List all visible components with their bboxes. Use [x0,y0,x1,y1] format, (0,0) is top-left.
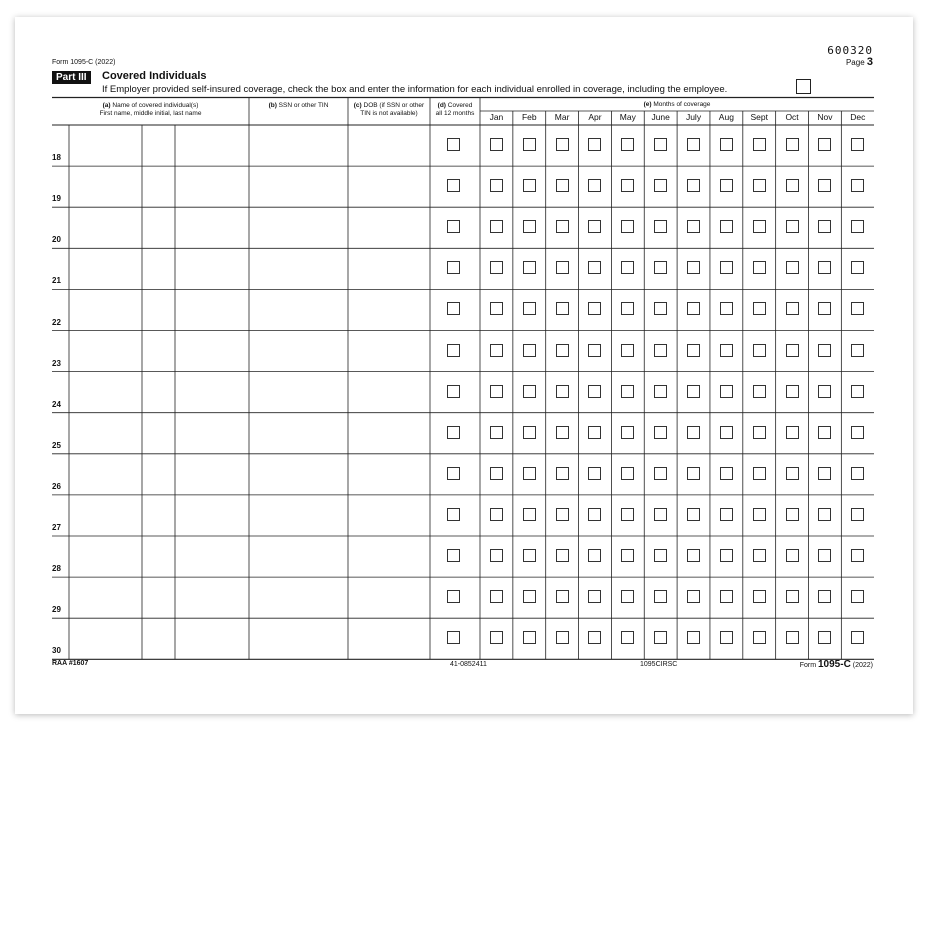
month-checkbox[interactable] [621,344,634,357]
month-checkbox[interactable] [523,138,536,151]
month-checkbox[interactable] [851,467,864,480]
covered-all-months-checkbox[interactable] [447,426,460,439]
month-checkbox[interactable] [687,138,700,151]
month-label: Aug [718,112,734,122]
form-code-number: 600320 [827,44,873,57]
month-checkbox[interactable] [654,467,667,480]
month-checkbox[interactable] [687,590,700,603]
month-checkbox[interactable] [786,631,799,644]
month-checkbox[interactable] [588,549,601,562]
month-checkbox[interactable] [851,631,864,644]
month-checkbox[interactable] [490,590,503,603]
month-checkbox[interactable] [818,508,831,521]
month-checkbox[interactable] [588,220,601,233]
month-checkbox[interactable] [523,631,536,644]
month-checkbox[interactable] [523,426,536,439]
month-checkbox[interactable] [753,179,766,192]
form-sheet [15,17,913,714]
month-checkbox[interactable] [687,426,700,439]
month-label: Feb [521,112,537,122]
month-checkbox[interactable] [523,179,536,192]
month-checkbox[interactable] [753,302,766,315]
month-checkbox[interactable] [621,467,634,480]
col-d-header [430,102,480,118]
month-checkbox[interactable] [556,179,569,192]
month-checkbox[interactable] [556,467,569,480]
month-checkbox[interactable] [753,344,766,357]
row-number: 28 [52,564,61,574]
month-checkbox[interactable] [720,344,733,357]
covered-all-months-checkbox[interactable] [447,385,460,398]
footer-form-year: (2022) [852,662,873,669]
col-a-header [52,102,249,118]
month-checkbox[interactable] [556,385,569,398]
month-checkbox[interactable] [851,302,864,315]
month-label: Mar [554,112,570,122]
month-checkbox[interactable] [588,179,601,192]
month-checkbox[interactable] [556,220,569,233]
month-checkbox[interactable] [621,549,634,562]
month-checkbox[interactable] [588,138,601,151]
month-checkbox[interactable] [621,179,634,192]
page-number: 3 [866,56,873,68]
month-label: May [619,112,636,122]
month-checkbox[interactable] [818,302,831,315]
footer-form-prefix: Form [799,662,817,669]
month-checkbox[interactable] [818,590,831,603]
row-number: 23 [52,358,61,368]
month-checkbox[interactable] [490,467,503,480]
month-checkbox[interactable] [490,549,503,562]
month-checkbox[interactable] [588,302,601,315]
month-checkbox[interactable] [621,631,634,644]
month-checkbox[interactable] [786,549,799,562]
month-checkbox[interactable] [588,590,601,603]
month-checkbox[interactable] [523,302,536,315]
month-checkbox[interactable] [753,467,766,480]
month-checkbox[interactable] [588,385,601,398]
covered-all-months-checkbox[interactable] [447,549,460,562]
month-checkbox[interactable] [818,467,831,480]
month-checkbox[interactable] [851,590,864,603]
col-b-letter: (b) [268,102,277,109]
footer-raa: RAA #1607 [52,660,89,667]
month-checkbox[interactable] [753,549,766,562]
month-label: Oct [785,112,799,122]
month-checkbox[interactable] [523,467,536,480]
month-checkbox[interactable] [654,302,667,315]
month-checkbox[interactable] [687,549,700,562]
month-checkbox[interactable] [851,549,864,562]
col-d-title [430,102,480,110]
month-checkbox[interactable] [818,549,831,562]
month-checkbox[interactable] [556,138,569,151]
month-checkbox[interactable] [556,261,569,274]
footer-ein: 41-0852411 [450,661,487,668]
month-checkbox[interactable] [523,549,536,562]
month-checkbox[interactable] [490,179,503,192]
month-checkbox[interactable] [621,590,634,603]
month-checkbox[interactable] [786,302,799,315]
col-e-letter: (e) [643,101,652,108]
month-checkbox[interactable] [556,631,569,644]
month-checkbox[interactable] [786,426,799,439]
row-number: 20 [52,235,61,245]
col-c-letter: (c) [353,102,362,109]
month-checkbox[interactable] [654,426,667,439]
month-checkbox[interactable] [588,261,601,274]
covered-all-months-checkbox[interactable] [447,631,460,644]
month-checkbox[interactable] [621,261,634,274]
covered-all-months-checkbox[interactable] [447,138,460,151]
month-checkbox[interactable] [687,302,700,315]
month-checkbox[interactable] [753,631,766,644]
month-checkbox[interactable] [753,508,766,521]
month-checkbox[interactable] [556,426,569,439]
col-c-header [348,102,430,118]
month-checkbox[interactable] [851,179,864,192]
month-checkbox[interactable] [851,138,864,151]
month-checkbox[interactable] [654,344,667,357]
col-a-letter: (a) [102,102,111,109]
month-checkbox[interactable] [490,426,503,439]
month-checkbox[interactable] [786,261,799,274]
month-checkbox[interactable] [654,385,667,398]
month-checkbox[interactable] [523,508,536,521]
month-label: Apr [588,112,602,122]
col-d-subtitle: all 12 months [435,110,475,117]
month-checkbox[interactable] [687,261,700,274]
month-checkbox[interactable] [687,631,700,644]
month-checkbox[interactable] [786,220,799,233]
month-checkbox[interactable] [588,426,601,439]
month-checkbox[interactable] [588,467,601,480]
month-checkbox[interactable] [786,138,799,151]
month-checkbox[interactable] [490,385,503,398]
month-checkbox[interactable] [523,261,536,274]
month-checkbox[interactable] [588,508,601,521]
covered-all-months-checkbox[interactable] [447,508,460,521]
col-e-text: Months of coverage [651,101,711,108]
month-checkbox[interactable] [753,426,766,439]
covered-all-months-checkbox[interactable] [447,220,460,233]
month-checkbox[interactable] [851,508,864,521]
month-checkbox[interactable] [818,220,831,233]
month-checkbox[interactable] [818,385,831,398]
month-checkbox[interactable] [720,426,733,439]
month-checkbox[interactable] [753,138,766,151]
month-checkbox[interactable] [654,220,667,233]
col-d-letter: (d) [437,102,446,109]
month-checkbox[interactable] [720,220,733,233]
month-checkbox[interactable] [851,220,864,233]
covered-all-months-checkbox[interactable] [447,261,460,274]
col-a-text: Name of covered individual(s) [110,102,199,109]
month-checkbox[interactable] [654,179,667,192]
covered-all-months-checkbox[interactable] [447,302,460,315]
month-checkbox[interactable] [753,385,766,398]
month-checkbox[interactable] [786,179,799,192]
month-checkbox[interactable] [818,344,831,357]
month-label: July [685,112,702,122]
row-number: 26 [52,481,61,491]
part-badge: Part III [52,71,91,84]
col-b-text: SSN or other TIN [276,102,329,109]
row-number: 19 [52,194,61,204]
col-e-header [480,101,874,109]
month-checkbox[interactable] [588,631,601,644]
month-checkbox[interactable] [786,385,799,398]
part-instruction: If Employer provided self-insured coverage, check the box and enter the information for each individual enrolled in coverage, including the employee. [102,84,728,95]
month-checkbox[interactable] [490,220,503,233]
month-checkbox[interactable] [556,508,569,521]
month-checkbox[interactable] [753,261,766,274]
month-checkbox[interactable] [654,508,667,521]
month-checkbox[interactable] [753,220,766,233]
month-checkbox[interactable] [654,631,667,644]
month-checkbox[interactable] [654,590,667,603]
month-checkbox[interactable] [687,344,700,357]
month-checkbox[interactable] [621,426,634,439]
page-prefix: Page [845,58,865,67]
month-checkbox[interactable] [720,179,733,192]
month-checkbox[interactable] [523,344,536,357]
month-checkbox[interactable] [490,138,503,151]
form-label: Form 1095-C (2022) [52,59,116,66]
month-checkbox[interactable] [818,631,831,644]
month-checkbox[interactable] [588,344,601,357]
month-checkbox[interactable] [720,385,733,398]
month-checkbox[interactable] [490,631,503,644]
month-checkbox[interactable] [556,302,569,315]
month-checkbox[interactable] [818,426,831,439]
month-checkbox[interactable] [786,344,799,357]
month-checkbox[interactable] [786,590,799,603]
col-b-header [249,102,348,110]
col-c-text: DOB (if SSN or other [361,102,425,109]
month-checkbox[interactable] [720,590,733,603]
col-c-subtitle: TIN is not available) [360,110,418,117]
month-checkbox[interactable] [490,302,503,315]
month-checkbox[interactable] [687,179,700,192]
month-checkbox[interactable] [490,261,503,274]
footer-form [800,659,873,670]
footer-form-name: 1095-C [818,659,851,670]
month-checkbox[interactable] [490,508,503,521]
month-checkbox[interactable] [654,261,667,274]
covered-all-months-checkbox[interactable] [447,179,460,192]
col-a-subtitle: First name, middle initial, last name [99,110,202,117]
covered-all-months-checkbox[interactable] [447,344,460,357]
month-checkbox[interactable] [687,508,700,521]
month-label: Nov [817,112,833,122]
month-checkbox[interactable] [720,508,733,521]
row-number: 18 [52,153,61,163]
month-checkbox[interactable] [556,549,569,562]
row-number: 27 [52,523,61,532]
month-checkbox[interactable] [818,138,831,151]
month-checkbox[interactable] [786,508,799,521]
month-checkbox[interactable] [687,385,700,398]
month-checkbox[interactable] [687,467,700,480]
month-checkbox[interactable] [851,344,864,357]
col-d-text: Covered [445,102,473,109]
footer-form-code: 1095CIRSC [640,661,678,668]
row-number: 21 [52,276,61,286]
row-number: 22 [52,317,61,327]
month-checkbox[interactable] [654,549,667,562]
month-checkbox[interactable] [753,590,766,603]
month-checkbox[interactable] [523,385,536,398]
month-label: Dec [850,112,866,122]
month-checkbox[interactable] [556,344,569,357]
month-checkbox[interactable] [786,467,799,480]
month-checkbox[interactable] [720,302,733,315]
month-checkbox[interactable] [818,261,831,274]
row-number: 30 [52,646,61,656]
row-number: 25 [52,440,61,450]
month-checkbox[interactable] [621,138,634,151]
col-a-title [52,102,249,110]
row-number: 24 [52,399,61,409]
month-checkbox[interactable] [621,302,634,315]
covered-all-months-checkbox[interactable] [447,467,460,480]
month-checkbox[interactable] [687,220,700,233]
month-checkbox[interactable] [720,549,733,562]
month-checkbox[interactable] [851,261,864,274]
covered-all-months-checkbox[interactable] [447,590,460,603]
month-checkbox[interactable] [523,590,536,603]
part-title: Covered Individuals [102,70,207,82]
month-checkbox[interactable] [720,467,733,480]
month-label: June [651,112,670,122]
month-checkbox[interactable] [621,385,634,398]
month-checkbox[interactable] [621,508,634,521]
month-checkbox[interactable] [851,385,864,398]
row-number: 29 [52,605,61,615]
month-checkbox[interactable] [851,426,864,439]
month-checkbox[interactable] [556,590,569,603]
month-checkbox[interactable] [720,261,733,274]
month-label: Sept [750,112,768,122]
col-c-title [348,102,430,110]
month-label: Jan [489,112,504,122]
month-checkbox[interactable] [818,179,831,192]
month-checkbox[interactable] [720,631,733,644]
month-checkbox[interactable] [621,220,634,233]
month-checkbox[interactable] [720,138,733,151]
month-checkbox[interactable] [523,220,536,233]
month-checkbox[interactable] [654,138,667,151]
month-checkbox[interactable] [490,344,503,357]
